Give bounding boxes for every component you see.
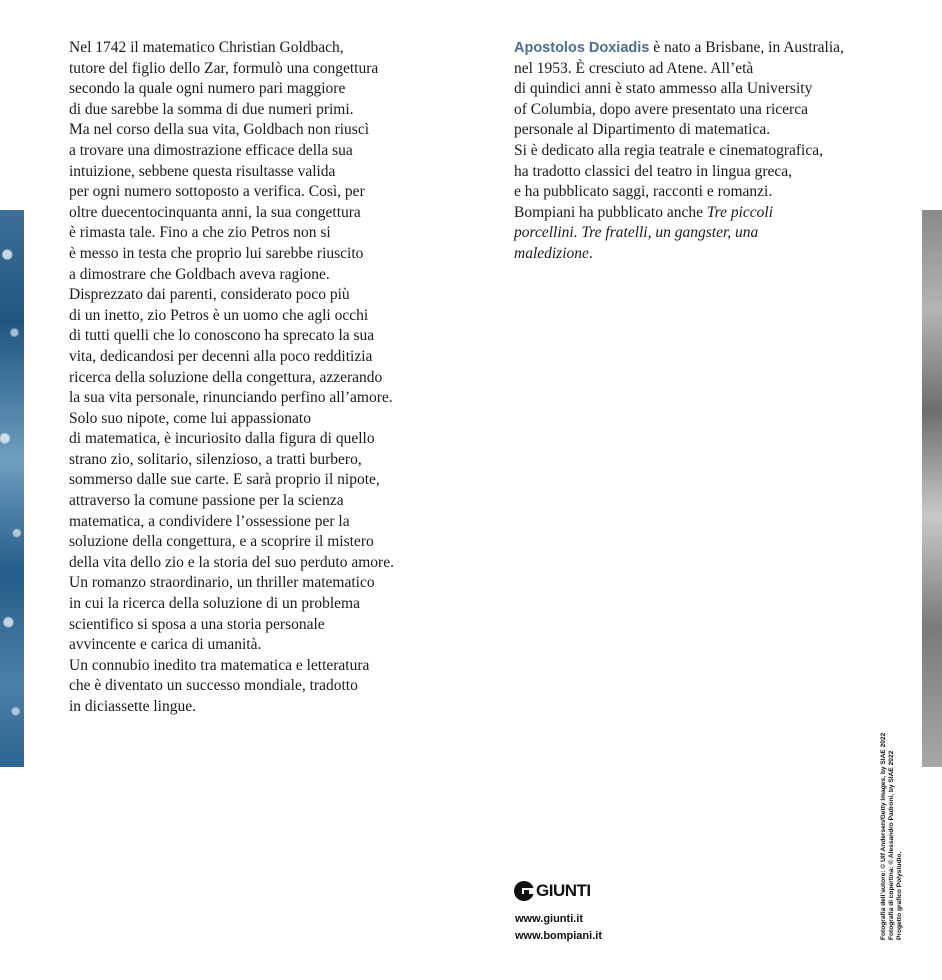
blurb-line: di tutti quelli che lo conoscono ha sprecato la sua (69, 327, 375, 345)
blurb-line: della vita dello zio e la storia del suo perduto amore. (69, 553, 394, 571)
blurb-line: tutore del figlio dello Zar, formulò una congettura (69, 59, 379, 77)
author-bio-first-line (514, 38, 884, 59)
blurb-line: a trovare una dimostrazione efficace della sua (69, 141, 353, 159)
blurb-line: è rimasta tale. Fino a che zio Petros non si (69, 224, 331, 242)
book-blurb (69, 38, 439, 718)
blurb-line: per ogni numero sottoposto a verifica. Così, per (69, 183, 365, 201)
blurb-line: a dimostrare che Goldbach aveva ragione. (69, 265, 330, 283)
blurb-line: di un inetto, zio Petros è un uomo che agli occhi (69, 306, 369, 324)
blurb-line: vita, dedicandosi per decenni alla poco redditizia (69, 347, 373, 365)
blurb-line: avvincente e carica di umanità. (69, 636, 262, 654)
blurb-line: è messo in testa che proprio lui sarebbe riuscito (69, 244, 364, 262)
blurb-line: di due sarebbe la somma di due numeri primi. (69, 100, 354, 118)
photo-credits (880, 733, 904, 940)
author-bio-line: di quindici anni è stato ammesso alla University (514, 80, 813, 98)
blurb-line: ricerca della soluzione della congettura, azzerando (69, 368, 383, 386)
author-bio-line: Si è dedicato alla regia teatrale e cinematografica, (514, 141, 823, 159)
blurb-line: di matematica, è incuriosito dalla figura di quello (69, 430, 375, 448)
giunti-url-link[interactable]: www.giunti.it (515, 913, 584, 925)
author-books-line (514, 244, 884, 265)
giunti-logo-icon (514, 881, 534, 901)
blurb-line: sommerso dalle sue carte. E sarà proprio il nipote, (69, 471, 380, 489)
blurb-line: matematica, a condividere l’ossessione per la (69, 512, 350, 530)
author-bio-line-rest: è nato a Brisbane, in Australia, (649, 39, 844, 56)
book-titles-1: Tre piccoli (706, 203, 773, 221)
blurb-line: la sua vita personale, rinunciando perfino all’amore. (69, 389, 393, 407)
book-titles-end: . (588, 244, 593, 262)
publisher-urls (515, 911, 602, 945)
blurb-line: Solo suo nipote, come lui appassionato (69, 409, 311, 427)
book-titles-3: maledizione (514, 244, 589, 262)
author-bio (514, 38, 884, 265)
author-books-line (514, 203, 884, 224)
giunti-logo-text: GIUNTI (536, 881, 591, 900)
author-bio-line: e ha pubblicato saggi, racconti e romanzi. (514, 183, 773, 201)
author-bio-line: personale al Dipartimento di matematica. (514, 121, 771, 139)
credit-line: Fotografia dell’autore: © Ulf Andersen/Getty Images, by SIAE 2022 (880, 732, 887, 940)
author-name: Apostolos Doxiadis (514, 40, 650, 56)
credit-line: Fotografia di copertina: © Alessandro Padroni, by SIAE 2022 (888, 750, 895, 940)
blurb-line: oltre duecentocinquanta anni, la sua congettura (69, 203, 361, 221)
blurb-line: attraverso la comune passione per la scienza (69, 492, 344, 510)
blurb-line: in cui la ricerca della soluzione di un problema (69, 595, 360, 613)
author-bio-line: of Columbia, dopo avere presentato una ricerca (514, 100, 808, 118)
blurb-line: strano zio, solitario, silenzioso, a tratti burbero, (69, 450, 362, 468)
bompiani-url-link[interactable]: www.bompiani.it (515, 930, 602, 942)
author-bio-line: nel 1953. È cresciuto ad Atene. All’età (514, 59, 754, 77)
blurb-line: in diciassette lingue. (69, 698, 196, 715)
bompiani-prefix: Bompiani ha pubblicato anche (514, 203, 707, 221)
blurb-line: Disprezzato dai parenti, considerato poco più (69, 286, 350, 304)
blurb-line: soluzione della congettura, e a scoprire il mistero (69, 533, 374, 551)
giunti-logo (514, 881, 591, 901)
author-bio-line: ha tradotto classici del teatro in lingua greca, (514, 162, 793, 180)
cover-image-strip-left (0, 210, 24, 767)
blurb-line: secondo la quale ogni numero pari maggiore (69, 80, 346, 98)
credit-line: Progetto grafico Polystudio. (896, 851, 903, 940)
blurb-line: che è diventato un successo mondiale, tradotto (69, 677, 358, 695)
author-books-line (514, 223, 884, 244)
blurb-line: scientifico si sposa a una storia personale (69, 615, 325, 633)
cover-image-strip-right (922, 210, 942, 767)
blurb-line: Un romanzo straordinario, un thriller matematico (69, 574, 375, 592)
blurb-line: Nel 1742 il matematico Christian Goldbach, (69, 39, 344, 56)
blurb-line: intuizione, sebbene questa risultasse valida (69, 162, 336, 180)
blurb-line: Ma nel corso della sua vita, Goldbach non riuscì (69, 121, 370, 139)
blurb-line: Un connubio inedito tra matematica e letteratura (69, 656, 370, 674)
book-titles-2: porcellini. Tre fratelli, un gangster, una (514, 224, 759, 242)
